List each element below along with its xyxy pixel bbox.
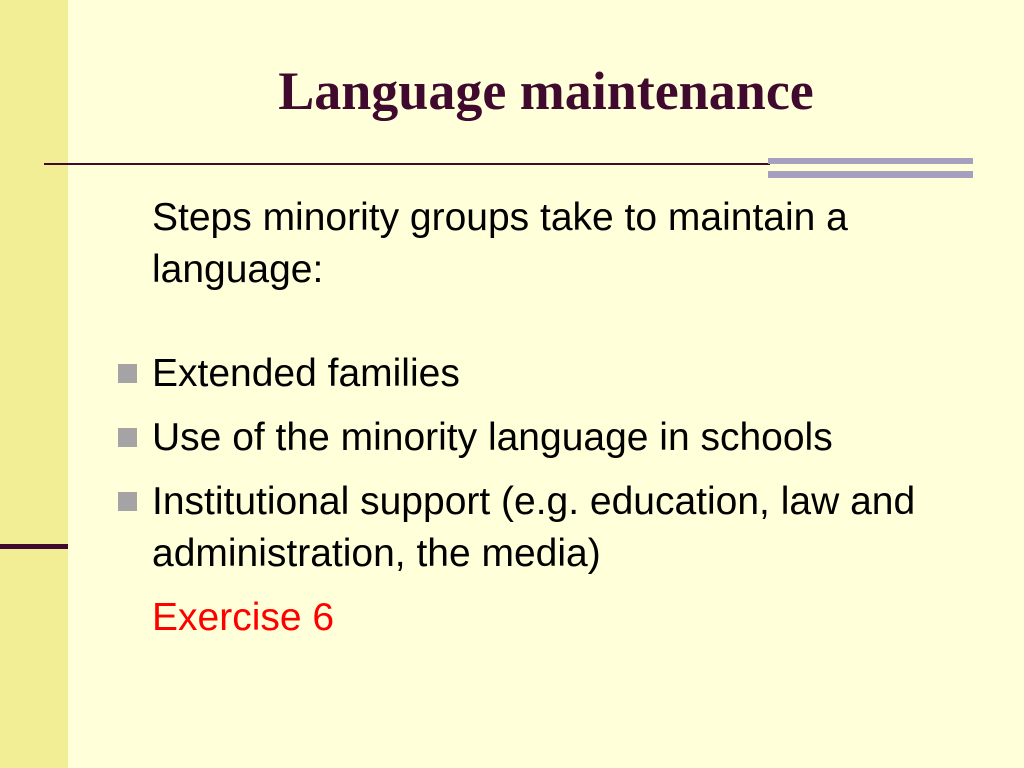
bullet-list — [112, 348, 992, 580]
exercise-link[interactable]: Exercise 6 — [152, 596, 335, 639]
side-bar — [0, 0, 68, 768]
bullet-text: Use of the minority language in schools — [152, 416, 833, 459]
accent-bar-bottom — [768, 171, 973, 178]
square-bullet-icon — [118, 364, 137, 383]
intro-text: Steps minority groups take to maintain a language: — [152, 196, 848, 291]
square-bullet-icon — [118, 492, 137, 511]
bullet-text: Institutional support (e.g. education, law and administration, the media) — [152, 480, 916, 575]
side-rule — [0, 544, 68, 549]
slide-content — [112, 192, 992, 644]
bullet-item — [112, 476, 992, 580]
bullet-text: Extended families — [152, 352, 460, 395]
accent-bar-top — [768, 158, 973, 164]
slide-title: Language maintenance — [278, 61, 814, 121]
bullet-item — [112, 348, 992, 400]
square-bullet-icon — [118, 428, 137, 447]
title-divider — [44, 163, 770, 165]
bullet-item — [112, 412, 992, 464]
